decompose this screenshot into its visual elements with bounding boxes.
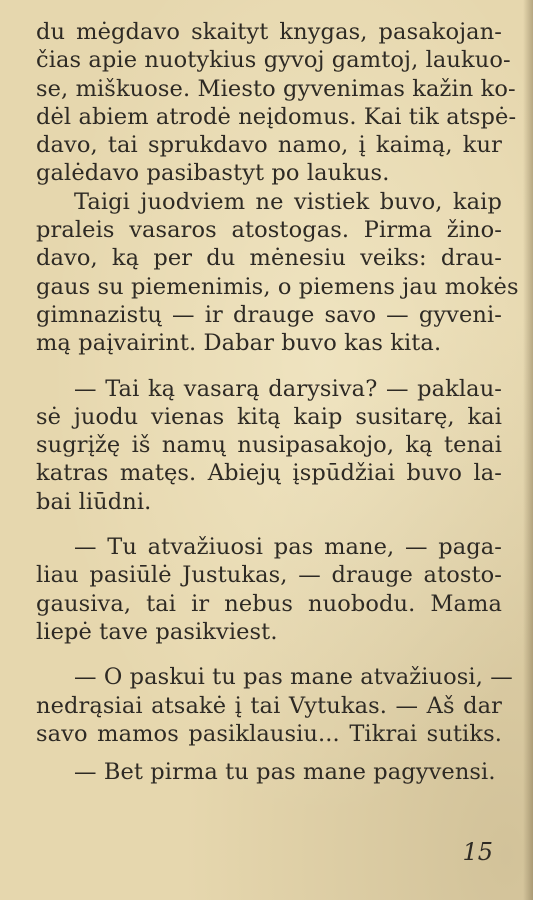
text-line: sugrįžę iš namų nusipasakojo, ką tenai: [36, 432, 502, 459]
text-line: davo, tai sprukdavo namo, į kaimą, kur: [36, 132, 502, 159]
text-line: gausiva, tai ir nebus nuobodu. Mama: [36, 590, 502, 617]
paragraph-gap: [36, 748, 502, 758]
page-text: [36, 18, 519, 786]
text-line: liepė tave pasikviest.: [36, 618, 278, 645]
paragraph-gap: [36, 646, 502, 663]
text-line: — O paskui tu pas mane atvažiuosi, —: [74, 664, 513, 691]
text-line: praleis vasaros atostogas. Pirma žino-: [36, 217, 502, 244]
text-line: — Tu atvažiuosi pas mane, — paga-: [74, 534, 502, 561]
paragraph-6: [36, 758, 502, 786]
text-line: galėdavo pasibastyt po laukus.: [36, 160, 390, 187]
text-line: Taigi juodviem ne vistiek buvo, kaip: [74, 188, 502, 215]
text-line: — Tai ką vasarą darysiva? — paklau-: [74, 375, 502, 402]
text-line: — Bet pirma tu pas mane pagyvensi.: [74, 759, 496, 786]
text-line: mą paįvairint. Dabar buvo kas kita.: [36, 330, 442, 357]
paragraph-gap: [36, 358, 502, 375]
text-line: katras matęs. Abiejų įspūdžiai buvo la-: [36, 460, 502, 487]
text-line: davo, ką per du mėnesiu veiks: drau-: [36, 245, 502, 272]
text-line: nedrąsiai atsakė į tai Vytukas. — Aš dar: [36, 692, 502, 719]
text-line: čias apie nuotykius gyvoj gamtoj, laukuo-: [36, 47, 511, 74]
text-line: bai liūdni.: [36, 488, 152, 515]
paragraph-gap: [36, 516, 502, 533]
paragraph-2: [36, 188, 519, 358]
text-line: gaus su piemenimis, o piemens jau mokės: [36, 273, 519, 300]
text-line: se, miškuose. Miesto gyvenimas kažin ko-: [36, 75, 516, 102]
text-line: dėl abiem atrodė neįdomus. Kai tik atspė-: [36, 103, 517, 130]
paragraph-1: [36, 18, 517, 188]
text-line: du mėgdavo skaityt knygas, pasakojan-: [36, 19, 502, 45]
text-line: savo mamos pasiklausiu... Tikrai sutiks.: [36, 720, 502, 747]
paragraph-3: [36, 375, 502, 516]
paragraph-5: [36, 663, 513, 748]
text-line: gimnazistų — ir drauge savo — gyveni-: [36, 301, 502, 328]
text-line: liau pasiūlė Justukas, — drauge atosto-: [36, 562, 502, 589]
page-number: 15: [462, 838, 493, 866]
paragraph-4: [36, 533, 502, 646]
text-line: sė juodu vienas kitą kaip susitarę, kai: [36, 403, 502, 430]
